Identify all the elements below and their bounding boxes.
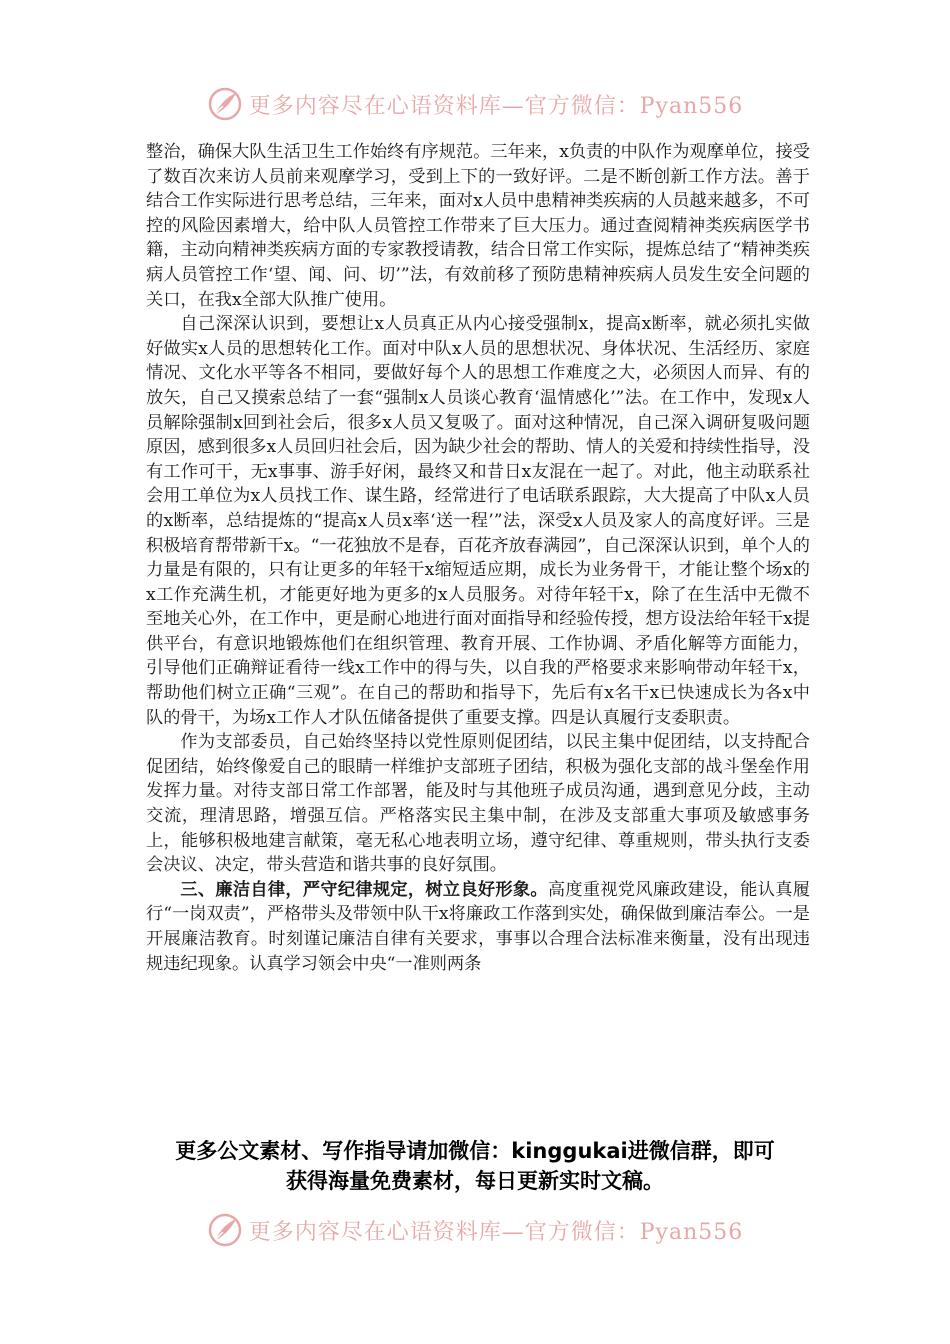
feather-pen-logo-icon [207,86,243,122]
paragraph-text: 高度重视党风廉政建设，能认真履行“一岗双责”，严格带头及带领中队干x将廉政工作落到实处，确保做到廉洁奉公。一是开展廉洁教育。时刻谨记廉洁自律有关要求，事事以合理合法标准来衡量，没有出现违规违纪现象。认真学习领会中央“一准则两条 [146,879,810,974]
paragraph [146,878,810,976]
header-watermark-text: 更多内容尽在心语资料库—官方微信：Pyan556 [248,93,744,119]
paragraph: 自己深深认识到，要想让x人员真正从内心接受强制x，提高x断率，就必须扎实做好做实x人员的思想转化工作。面对中队x人员的思想状况、身体状况、生活经历、家庭情况、文化水平等各不相同，要做好每个人的思想工作难度之大，必须因人而异、有的放矢，自己又摸索总结了一套“强制x人员谈心教育‘温情感化’”法。在工作中，发现x人员解除强制x回到社会后，很多x人员又复吸了。面对这种情况，自己深入调研复吸问题原因，感到很多x人员回归社会后，因为缺少社会的帮助、情人的关爱和持续性指导，没有工作可干，无x事事、游手好闲，最终又和昔日x友混在一起了。对此，他主动联系社会用工单位为x人员找工作、谋生路，经常进行了电话联系跟踪，大大提高了中队x人员的x断率，总结提炼的“提高x人员x率‘送一程’”法，深受x人员及家人的高度好评。三是积极培育帮带新干x。“一花独放不是春，百花齐放春满园”，自己深深认识到，单个人的力量是有限的，只有让更多的年轻干x缩短适应期，成长为业务骨干，才能让整个场x的x工作充满生机，才能更好地为更多的x人员服务。对待年轻干x，除了在生活中无微不至地关心外，在工作中，更是耐心地进行面对面指导和经验传授，想方设法给年轻干x提供平台，有意识地锻炼他们在组织管理、教育开展、工作协调、矛盾化解等方面能力，引导他们正确辩证看待一线x工作中的得与失，以自我的严格要求来影响带动年轻干x，帮助他们树立正确“三观”。在自己的帮助和指导下，先后有x名干x已快速成长为各x中队的骨干，为场x工作人才队伍储备提供了重要支撑。四是认真履行支委职责。 [146,314,810,728]
promo-line: 更多公文素材、写作指导请加微信：kinggukai进微信群，即可 [175,1139,775,1163]
feather-pen-logo-icon [207,1212,243,1248]
document-body [146,140,810,976]
paragraph: 作为支部委员，自己始终坚持以党性原则促团结，以民主集中促团结，以支持配合促团结，始终像爱自己的眼睛一样维护支部班子团结，积极为强化支部的战斗堡垒作用发挥力量。对待支部日常工作部署，能及时与其他班子成员沟通，遇到意见分歧，主动交流，理清思路，增强互信。严格落实民主集中制，在涉及支部重大事项及敏感事务上，能够积极地建言献策，毫无私心地表明立场，遵守纪律、尊重规则，带头执行支委会决议、决定，带头营造和谐共事的良好氛围。 [146,732,810,876]
footer-watermark-text: 更多内容尽在心语资料库—官方微信：Pyan556 [248,1219,744,1245]
promo-banner [120,1136,830,1196]
promo-line: 获得海量免费素材，每日更新实时文稿。 [286,1169,664,1193]
header-watermark [0,84,950,124]
section-heading: 三、廉洁自律，严守纪律规定，树立良好形象。 [180,879,548,900]
footer-watermark [0,1210,950,1250]
paragraph: 整治，确保大队生活卫生工作始终有序规范。三年来，x负责的中队作为观摩单位，接受了数百次来访人员前来观摩学习，受到上下的一致好评。二是不断创新工作方法。善于结合工作实际进行思考总结，三年来，面对x人员中患精神类疾病的人员越来越多，不可控的风险因素增大，给中队人员管控工作带来了巨大压力。通过查阅精神类疾病医学书籍，主动向精神类疾病方面的专家教授请教，结合日常工作实际，提炼总结了“精神类疾病人员管控工作‘望、闻、问、切’”法，有效前移了预防患精神疾病人员发生安全问题的关口，在我x全部大队推广使用。 [146,142,810,310]
